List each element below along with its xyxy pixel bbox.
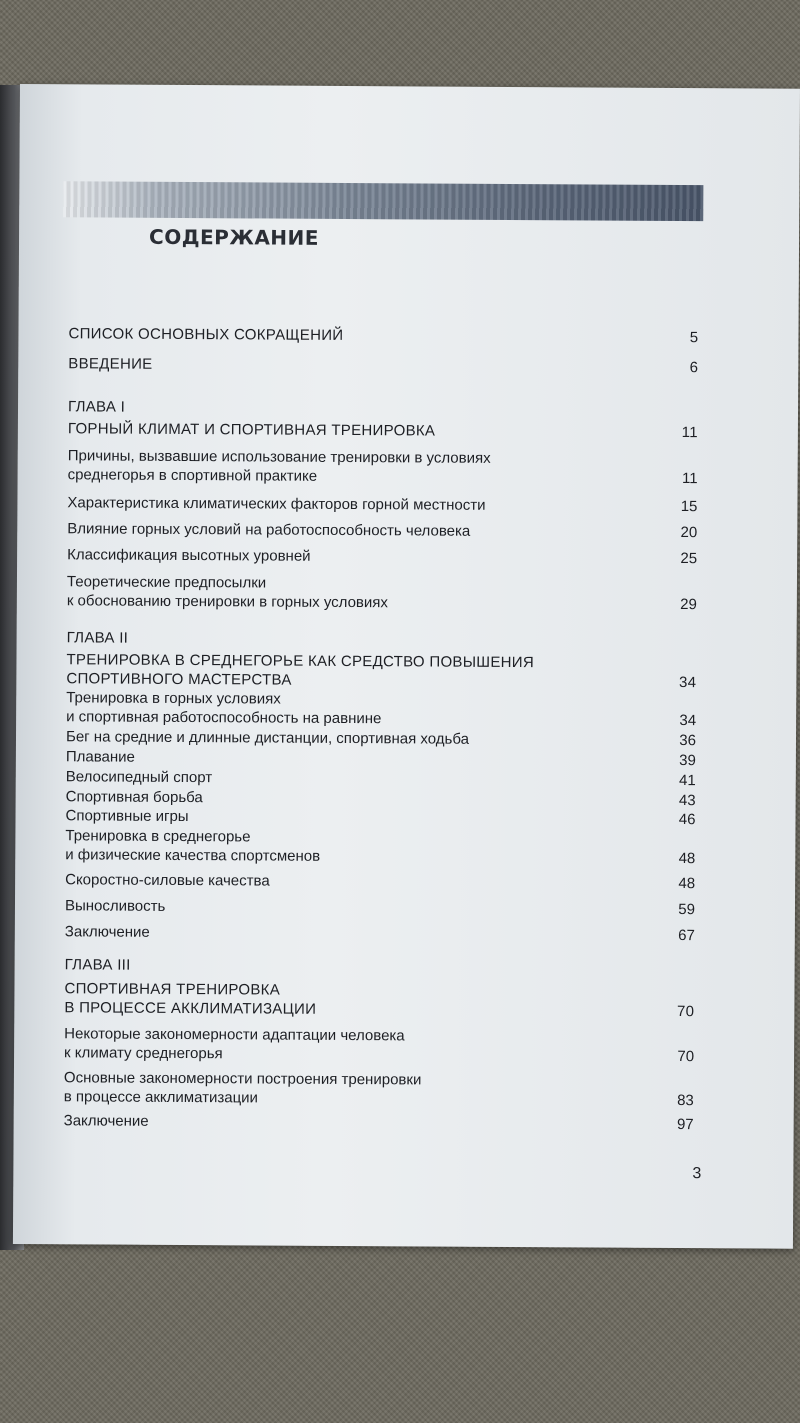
toc-section-page: 97 [676, 1116, 694, 1134]
toc-section [65, 922, 695, 945]
chapter-2-label: ГЛАВА II [66, 629, 129, 647]
toc-section-page: 34 [679, 712, 697, 730]
toc-entry-title: СПОРТИВНАЯ ТРЕНИРОВКА В ПРОЦЕССЕ АККЛИМАТИЗАЦИИ [64, 980, 317, 1018]
toc-entry-title: ВВЕДЕНИЕ [68, 355, 153, 373]
toc-section-page: 29 [680, 596, 697, 614]
toc-section [66, 727, 696, 750]
toc-heading: СОДЕРЖАНИЕ [148, 224, 320, 250]
toc-section [64, 1024, 694, 1066]
toc-section-title: Заключение [63, 1112, 149, 1130]
toc-entry-page: 6 [689, 359, 699, 377]
toc-section [66, 688, 696, 730]
chapter-3-title [64, 979, 694, 1021]
toc-section-page: 25 [680, 550, 698, 568]
toc-section-page: 11 [681, 470, 698, 488]
toc-section-page: 59 [678, 901, 696, 919]
toc-section [66, 767, 696, 790]
toc-section-title: Тренировка в горных условиях и спортивная работоспособность на равнине [66, 689, 382, 728]
toc-entry-introduction [68, 354, 698, 377]
toc-section-title: Бег на средние и длинные дистанции, спортивная ходьба [65, 728, 470, 748]
toc-section [67, 493, 697, 516]
toc-section-title: Велосипедный спорт [65, 768, 213, 787]
toc-entry-page: 34 [679, 674, 697, 692]
toc-section [67, 519, 697, 542]
toc-section [64, 1111, 694, 1134]
toc-entry-page: 5 [689, 329, 699, 347]
toc-section-page: 20 [680, 524, 698, 542]
chapter-3-label: ГЛАВА III [64, 956, 131, 974]
toc-section-page: 67 [678, 927, 695, 945]
toc-section-page: 41 [679, 772, 696, 790]
toc-section [67, 545, 697, 568]
book-page [13, 84, 800, 1249]
header-banner [63, 181, 703, 221]
toc-section-page: 39 [679, 752, 696, 770]
chapter-2-title [66, 650, 696, 692]
toc-section-title: Тренировка в среднегорье и физические качества спортсменов [65, 827, 321, 865]
toc-section-title: Спортивные игры [65, 807, 189, 826]
toc-entry-title: ТРЕНИРОВКА В СРЕДНЕГОРЬЕ КАК СРЕДСТВО ПОВЫШЕНИЯ СПОРТИВНОГО МАСТЕРСТВА [66, 651, 535, 689]
page-number: 3 [692, 1165, 702, 1183]
toc-section [67, 572, 697, 614]
toc-section-title: Влияние горных условий на работоспособность человека [67, 520, 471, 540]
toc-section-title: Теоретические предпосылки к обоснованию тренировки в горных условиях [66, 573, 388, 612]
toc-section-title: Плавание [65, 748, 135, 766]
toc-section-page: 36 [679, 732, 697, 750]
toc-entry-title: СПИСОК ОСНОВНЫХ СОКРАЩЕНИЙ [68, 325, 344, 344]
toc-section-page: 43 [678, 792, 696, 810]
toc-section-page: 46 [678, 811, 696, 829]
toc-section-page: 15 [680, 498, 698, 516]
toc-entry-abbreviations [68, 324, 698, 347]
toc-entry-page: 11 [681, 424, 698, 442]
toc-section-title: Заключение [64, 923, 150, 941]
toc-entry-title: ГОРНЫЙ КЛИМАТ И СПОРТИВНАЯ ТРЕНИРОВКА [67, 420, 436, 440]
toc-section-title: Основные закономерности построения тренировки в процессе акклиматизации [63, 1069, 422, 1107]
toc-section-title: Некоторые закономерности адаптации человека к климату среднегорья [64, 1025, 405, 1063]
toc-section-title: Скоростно-силовые качества [65, 871, 270, 890]
toc-section-title: Классификация высотных уровней [67, 546, 311, 565]
chapter-1-label: ГЛАВА I [67, 398, 126, 416]
toc-section [65, 870, 695, 893]
toc-section-title: Спортивная борьба [65, 788, 203, 807]
toc-section-title: Причины, вызвавшие использование тренировки в условиях среднегорья в спортивной практике [67, 447, 491, 485]
toc-section-page: 48 [678, 850, 696, 868]
chapter-1-title [68, 419, 698, 442]
toc-entry-page: 70 [676, 1003, 695, 1021]
toc-section-page: 70 [677, 1048, 695, 1066]
toc-section [66, 747, 696, 770]
toc-section-title: Характеристика климатических факторов горной местности [67, 494, 486, 514]
toc-section-title: Выносливость [64, 897, 166, 915]
toc-section [68, 446, 698, 488]
toc-section [65, 826, 695, 868]
toc-section [64, 1068, 694, 1110]
toc-section-page: 48 [678, 875, 696, 893]
toc-section [65, 806, 695, 829]
toc-section [65, 896, 695, 919]
toc-section-page: 83 [677, 1092, 694, 1110]
